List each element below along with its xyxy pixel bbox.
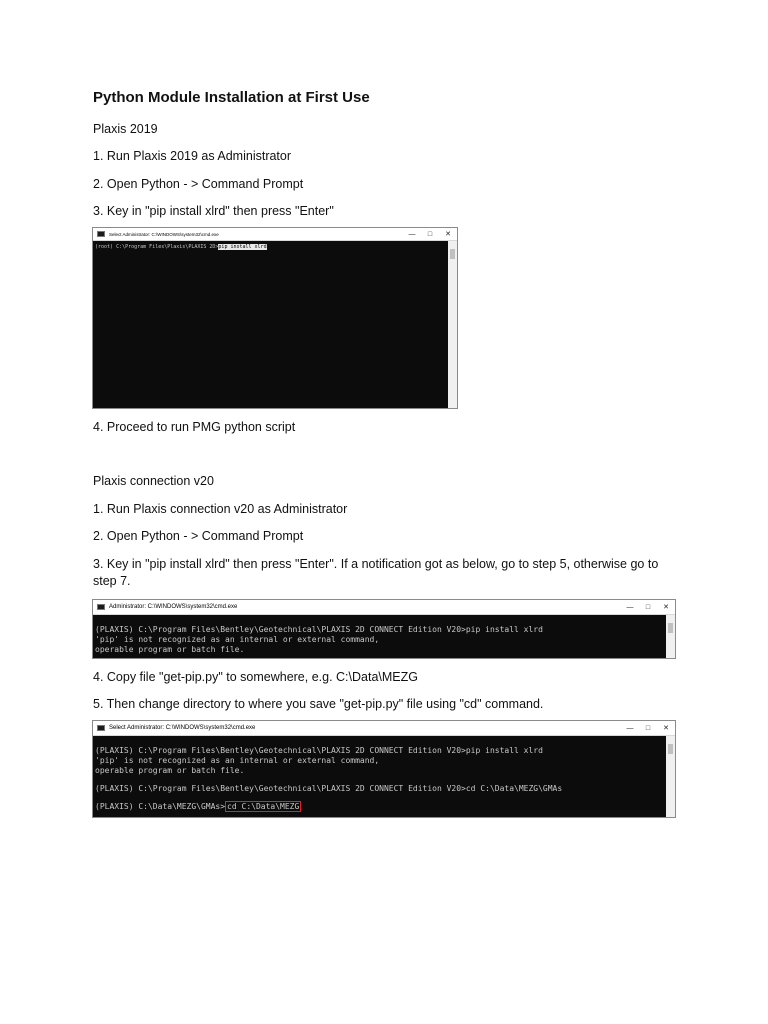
s2-step-2: 2. Open Python - > Command Prompt [93,529,304,543]
cmd-window-screenshot-2 [92,599,676,659]
cmd-scrollbar [666,736,675,817]
section-heading-plaxis-connection-v20: Plaxis connection v20 [93,474,214,488]
s2-step-1: 1. Run Plaxis connection v20 as Administrator [93,502,348,516]
scrollbar-thumb [450,249,455,259]
cmd-app-icon [97,231,105,237]
cmd-titlebar [93,228,457,241]
close-icon: ✕ [663,725,669,732]
cmd-window-title: Select Administrator: C:\WINDOWS\system32\cmd.exe [109,725,256,731]
highlighted-command: cd C:\Data\MEZG [227,802,300,811]
s2-step-4: 4. Copy file "get-pip.py" to somewhere, e.g. C:\Data\MEZG [93,670,418,684]
console-line: 'pip' is not recognized as an internal or external command, [95,756,380,765]
console-line: (PLAXIS) C:\Program Files\Bentley\Geotechnical\PLAXIS 2D CONNECT Edition V20>cd C:\Data\MEZG\GMAs [95,784,563,793]
cmd-titlebar [93,721,675,736]
s2-step-3: 3. Key in "pip install xlrd" then press "Enter". If a notification got as below, go to step 5, otherwise go to step 7. [93,557,659,588]
cmd-app-icon [97,604,105,610]
minimize-icon: — [626,724,634,732]
console-line: (PLAXIS) C:\Program Files\Bentley\Geotechnical\PLAXIS 2D CONNECT Edition V20>pip install xlrd [95,746,543,755]
page-title: Python Module Installation at First Use [93,89,370,106]
cmd-scrollbar [666,615,675,658]
cmd-scrollbar [448,241,457,408]
console-prompt: (root) C:\Program Files\Plaxis\PLAXIS 2D> [95,244,219,250]
console-line: (PLAXIS) C:\Program Files\Bentley\Geotechnical\PLAXIS 2D CONNECT Edition V20>pip install xlrd [95,625,543,634]
scrollbar-thumb [668,623,673,633]
maximize-icon: □ [645,603,651,611]
console-line [95,802,664,812]
cmd-console-output [93,241,448,408]
maximize-icon: □ [645,724,651,732]
cmd-titlebar [93,600,675,615]
minimize-icon: — [408,230,416,238]
cmd-app-icon [97,725,105,731]
cmd-window-screenshot-3 [92,720,676,818]
console-blank-line [95,794,664,802]
section-heading-plaxis-2019: Plaxis 2019 [93,122,158,136]
close-icon: ✕ [663,604,669,611]
s1-step-3: 3. Key in "pip install xlrd" then press "Enter" [93,204,334,218]
console-blank-line [95,776,664,784]
maximize-icon: □ [427,230,433,238]
close-icon: ✕ [445,231,451,238]
console-prompt: (PLAXIS) C:\Data\MEZG\GMAs> [95,802,226,811]
s2-step-5: 5. Then change directory to where you save "get-pip.py" file using "cd" command. [93,697,544,711]
s1-step-1: 1. Run Plaxis 2019 as Administrator [93,149,292,163]
console-line: 'pip' is not recognized as an internal or external command, [95,635,380,644]
console-line [95,244,446,251]
minimize-icon: — [626,603,634,611]
cmd-console-output [93,615,666,658]
console-line: operable program or batch file. [95,645,245,654]
cmd-console-output [93,736,666,817]
cmd-window-screenshot-1 [92,227,458,409]
scrollbar-thumb [668,744,673,754]
s1-step-2: 2. Open Python - > Command Prompt [93,177,304,191]
cmd-window-title: Administrator: C:\WINDOWS\system32\cmd.exe [109,604,238,610]
console-line: operable program or batch file. [95,766,245,775]
s1-step-4: 4. Proceed to run PMG python script [93,420,296,434]
cmd-window-title: Select Administrator: C:\WINDOWS\system32\cmd.exe [109,231,219,237]
selected-command: pip install xlrd [218,244,267,250]
